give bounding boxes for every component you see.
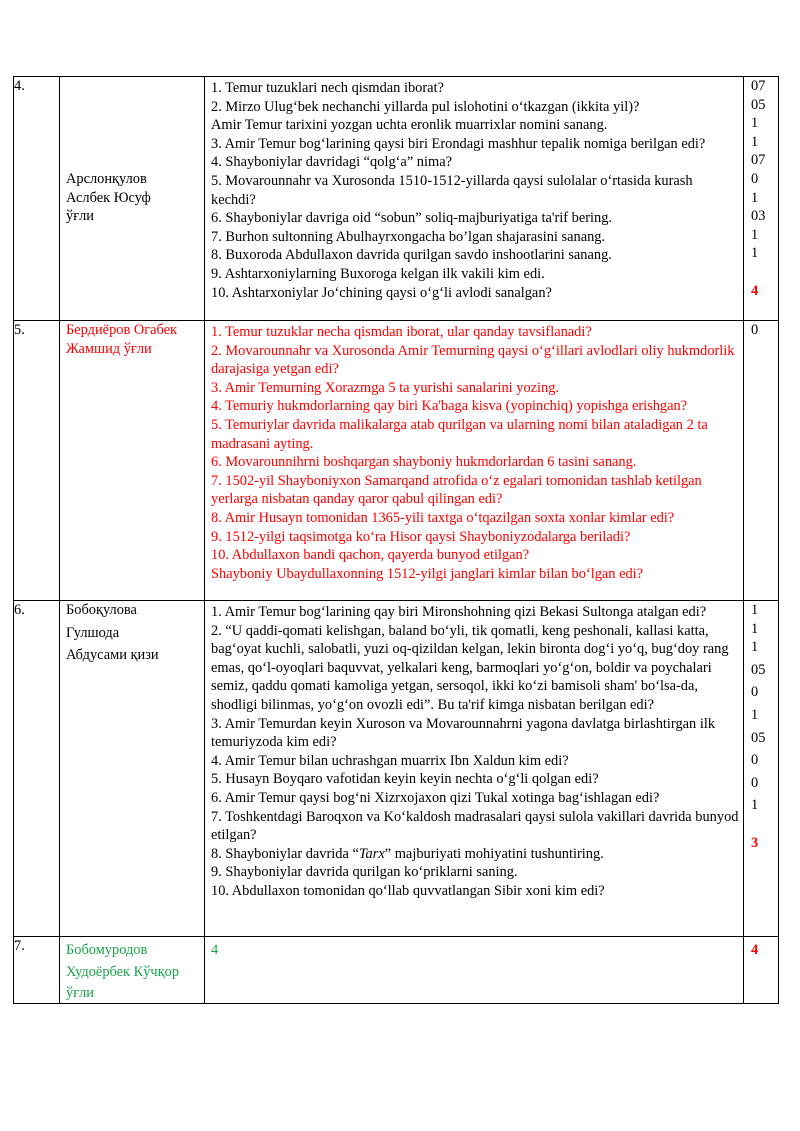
question: 5. Movarounnahr va Xurosonda 1510-1512-yillarda qaysi sulolalar o‘rtasida kurash kechdi?	[211, 172, 693, 208]
score: 1	[751, 639, 759, 656]
question: 5. Temuriylar davrida malikalarga atab qurilgan va ularning nomi bilan ataladigan 2 ta madrasani ayting.	[211, 416, 708, 452]
table-row	[14, 321, 779, 601]
question: 7. Toshkentdagi Baroqxon va Ko‘kaldosh madrasalari qaysi sulola vakillari davrida bunyod etilgan?	[211, 808, 739, 844]
student-name-cell	[60, 937, 205, 1004]
score: 0	[751, 170, 759, 187]
question: 4. Amir Temur bilan uchrashgan muarrix Ibn Xaldun kim edi?	[211, 752, 569, 769]
table-row	[14, 937, 779, 1004]
table-row	[14, 77, 779, 321]
total-score: 4	[751, 282, 759, 299]
row-number: 4.	[14, 78, 25, 94]
results-table	[13, 76, 779, 1004]
question: 9. 1512-yilgi taqsimotga ko‘ra Hisor qaysi Shayboniyzodalarga beriladi?	[211, 528, 631, 545]
score: 1	[751, 620, 759, 637]
questions-cell	[205, 937, 744, 1004]
row-number-cell	[14, 77, 60, 321]
row-number: 5.	[14, 322, 25, 338]
question: 8. Amir Husayn tomonidan 1365-yili taxtga o‘tqazilgan soxta xonlar kimlar edi?	[211, 509, 675, 526]
question: 10. Abdullaxon tomonidan qo‘llab quvvatlangan Sibir xoni kim edi?	[211, 882, 605, 899]
score: 0	[751, 684, 759, 701]
question: 6. Shayboniylar davriga oid “sobun” soliq-majburiyatiga ta'rif bering.	[211, 210, 613, 227]
student-name-line: ўғли	[66, 985, 94, 1002]
question: 4. Shayboniylar davridagi “qolg‘a” nima?	[211, 154, 452, 171]
score: 05	[751, 729, 766, 746]
score: 03	[751, 208, 766, 225]
score: 07	[751, 78, 766, 94]
student-name-cell	[60, 601, 205, 937]
question: Amir Temur tarixini yozgan uchta eronlik muarrixlar nomini sanang.	[211, 117, 608, 134]
question: 6. Movarounnihrni boshqargan shayboniy hukmdorlardan 6 tasini sanang.	[211, 454, 637, 471]
scores-cell	[744, 77, 779, 321]
question: 1. Amir Temur bog‘larining qay biri Mironshohning qizi Bekasi Sultonga atalgan edi?	[211, 604, 707, 620]
student-name-line: Арслонқулов	[66, 170, 147, 187]
question	[211, 845, 739, 864]
questions-cell	[205, 321, 744, 601]
question: 2. Movarounnahr va Xurosonda Amir Temurning qaysi o‘g‘illari avlodlari oliy hukmdorlik darajasiga yetgan edi?	[211, 342, 735, 378]
row-number-cell	[14, 937, 60, 1004]
row-number-cell	[14, 321, 60, 601]
student-name-line: Жамшид ўғли	[66, 340, 152, 357]
score: 0	[751, 752, 759, 769]
question: 2. Mirzo Ulug‘bek nechanchi yillarda pul islohotini o‘tkazgan (ikkita yil)?	[211, 98, 640, 115]
question: 3. Amir Temurdan keyin Xuroson va Movarounnahrni yagona davlatga birlashtirgan ilk temuriyzoda kim edi?	[211, 715, 716, 751]
score: 1	[751, 133, 759, 150]
score: 1	[751, 706, 759, 723]
student-name-line: Худоёрбек Кўчқор	[66, 963, 180, 980]
table-row	[14, 601, 779, 937]
question-part: ” majburiyati mohiyatini tushuntiring.	[384, 845, 604, 862]
question: 7. Burhon sultonning Abulhayrxongacha bo’lgan shajarasini sanang.	[211, 228, 606, 245]
student-name-line: Гулшода	[66, 624, 120, 641]
question-part: 8. Shayboniylar davrida “	[211, 845, 359, 862]
question: 5. Husayn Boyqaro vafotidan keyin keyin nechta o‘g‘li qolgan edi?	[211, 771, 599, 788]
question: 8. Buxoroda Abdullaxon davrida qurilgan savdo inshootlarini sanang.	[211, 247, 612, 264]
questions-cell	[205, 77, 744, 321]
question: 10. Abdullaxon bandi qachon, qayerda bunyod etilgan?	[211, 547, 530, 564]
total-score: 3	[751, 834, 759, 851]
question: 10. Ashtarxoniylar Jo‘chining qaysi o‘g‘li avlodi sanalgan?	[211, 284, 552, 301]
score: 1	[751, 245, 759, 262]
student-name-line: Бердиёров Огабек	[66, 322, 178, 338]
score: 1	[751, 226, 759, 243]
questions-cell	[205, 601, 744, 937]
row-number: 6.	[14, 602, 25, 618]
question: 3. Amir Temurning Xorazmga 5 ta yurishi sanalarini yozing.	[211, 379, 560, 396]
scores-cell	[744, 937, 779, 1004]
question: 4. Temuriy hukmdorlarning qay biri Ka'baga kisva (yopinchiq) yopishga erishgan?	[211, 398, 688, 415]
question: 1. Temur tuzuklari nech qismdan iborat?	[211, 80, 444, 96]
question: Shayboniy Ubaydullaxonning 1512-yilgi janglari kimlar bilan bo‘lgan edi?	[211, 565, 644, 582]
score: 1	[751, 189, 759, 206]
score: 05	[751, 96, 766, 113]
question: 9. Shayboniylar davrida qurilgan ko‘priklarni saning.	[211, 864, 518, 881]
score: 0	[751, 774, 759, 791]
student-name-line: Бобомуродов	[66, 942, 148, 958]
student-name-line: Абдусами қизи	[66, 647, 159, 664]
total-score: 4	[751, 942, 759, 958]
score: 07	[751, 152, 766, 169]
score: 0	[751, 322, 759, 338]
score: 1	[751, 602, 759, 618]
scores-cell	[744, 601, 779, 937]
student-name-line: ўғли	[66, 208, 94, 225]
question: 1. Temur tuzuklar necha qismdan iborat, ular qanday tavsiflanadi?	[211, 324, 592, 340]
question: 4	[211, 942, 219, 958]
student-name-cell	[60, 321, 205, 601]
row-number: 7.	[14, 938, 25, 954]
question-term: Tarx	[358, 845, 385, 862]
student-name-line: Бобоқулова	[66, 602, 137, 618]
question: 7. 1502-yil Shayboniyxon Samarqand atrofida o‘z egalari tomonidan tashlab ketilgan yerlarga nisbatan qanday qaror qabul qilingan edi?	[211, 472, 702, 508]
question: 2. “U qaddi-qomati kelishgan, baland bo‘yli, tik qomatli, keng peshonali, kallasi katta, bag‘oyat kuchli, salobatli, yuzi oq-qizildan kelgan, lekin bironta dog‘i yo‘q, bug‘doy rang emas, qo‘l-oyoqlari baquvvat, yelkalari keng, barmoqlari yo‘g‘on, boldir va poychalari semiz, qaddu qomati kamoliga yetgan, sersoqol, ikki ko‘zi bamisoli sham' bo‘lsa-da, shodligi bilinmas, yo‘g‘on ovozli edi”. Bu ta'rif kimga nisbatan berilgan edi?	[211, 622, 729, 713]
question: 9. Ashtarxoniylarning Buxoroga kelgan ilk vakili kim edi.	[211, 265, 545, 282]
student-name-line: Аслбек Юсуф	[66, 189, 151, 206]
score: 05	[751, 661, 766, 678]
question: 6. Amir Temur qaysi bog‘ni Xizrxojaxon qizi Tukal xotinga bag‘ishlagan edi?	[211, 789, 660, 806]
row-number-cell	[14, 601, 60, 937]
score: 1	[751, 797, 759, 814]
student-name-cell	[60, 77, 205, 321]
score: 1	[751, 115, 759, 132]
question: 3. Amir Temur bog‘larining qaysi biri Erondagi mashhur tepalik nomiga berilgan edi?	[211, 135, 706, 152]
scores-cell	[744, 321, 779, 601]
